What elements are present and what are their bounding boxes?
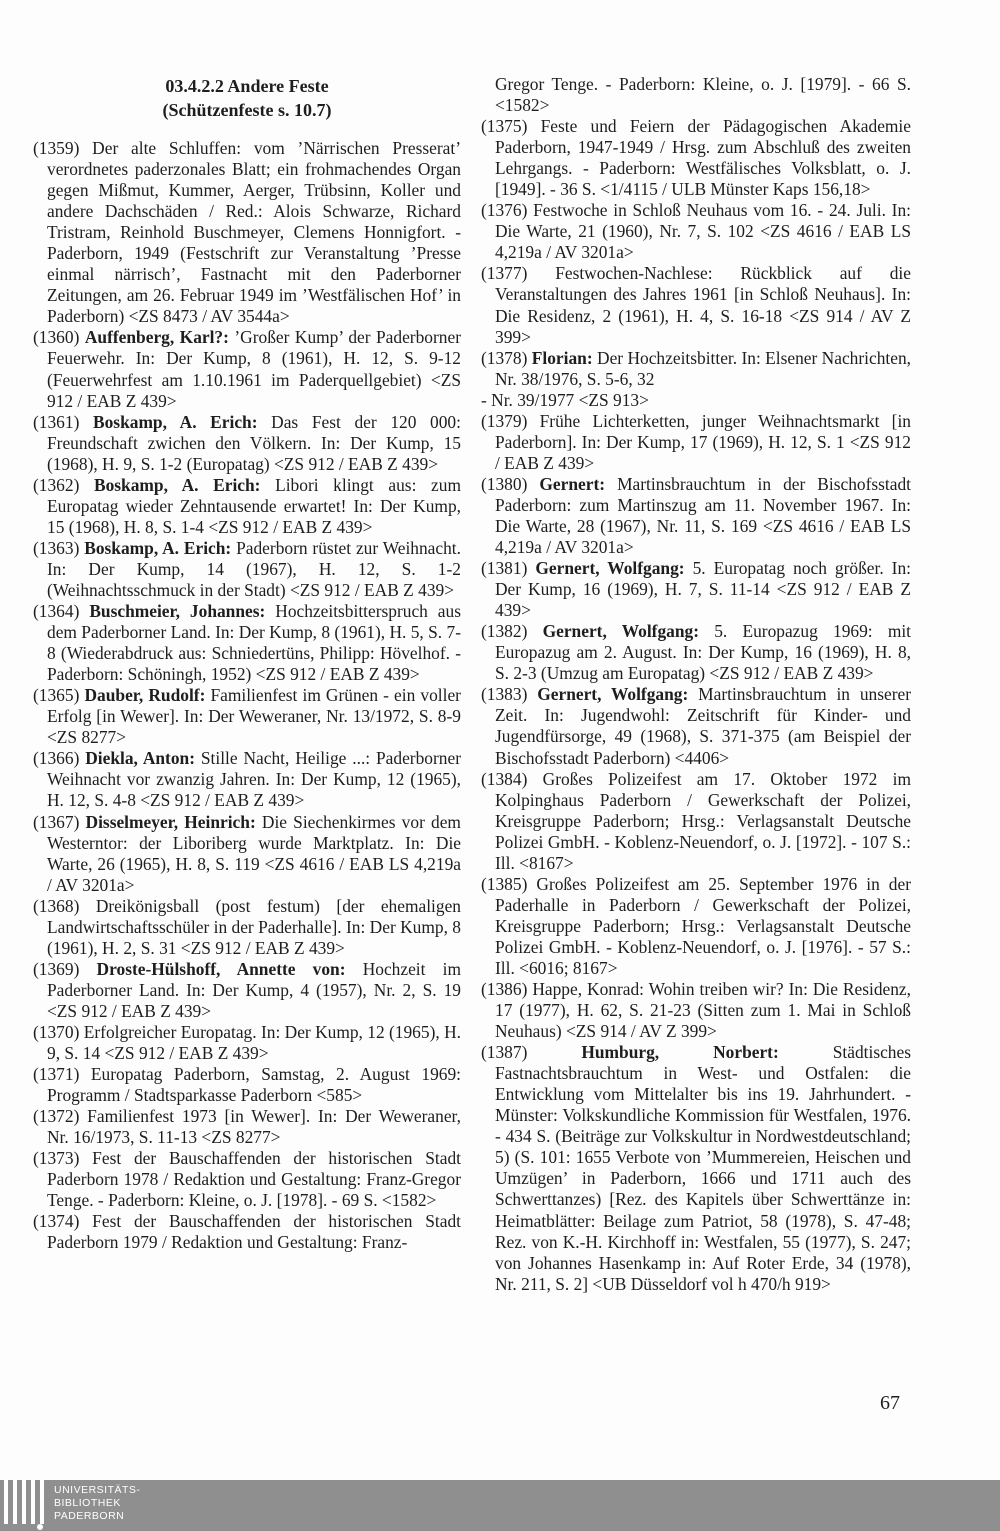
library-logo-icon [0, 1480, 46, 1531]
entry-number: (1374) [33, 1211, 80, 1232]
entry-number: (1362) [33, 474, 80, 495]
entry-text: ’Großer Kump’ der Paderborner Feuerwehr. In: Der Kump, 8 (1961), H. 12, S. 9-12 (Feuerwehrfest am 1.10.1961 im Paderquellgebiet) <ZS 912 / EAB Z 439> [47, 327, 461, 411]
entry-text: Hochzeitsbitterspruch aus dem Paderborner Land. In: Der Kump, 8 (1961), H. 5, S. 7-8 (Wiederabdruck aus: Schniedertüns, Philipp: Hövelhof. - Paderborn: Schöningh, 1952) <ZS 912 / EAB Z 439> [47, 601, 461, 685]
entry-text: Frühe Lichterketten, junger Weihnachtsmarkt [in Paderborn]. In: Der Kump, 17 (1969), H. 12, S. 1 <ZS 912 / EAB Z 439> [495, 410, 911, 473]
entry-author: Dauber, Rudolf: [84, 685, 206, 706]
entry-number: (1370) [33, 1021, 80, 1042]
entry-number: (1368) [33, 895, 80, 916]
bibliography-entry [481, 116, 911, 200]
entry-author: Humburg, Norbert: [581, 1042, 779, 1063]
bibliography-entry [33, 959, 461, 1022]
bibliography-entry [33, 896, 461, 959]
entry-number: (1385) [481, 873, 528, 894]
continued-entry-text: Gregor Tenge. - Paderborn: Kleine, o. J. [1979]. - 66 S. <1582> [495, 74, 911, 116]
bibliography-entry [33, 475, 461, 538]
entry-number: (1360) [33, 327, 80, 348]
bibliography-entry [481, 769, 911, 874]
bibliography-entry [33, 138, 461, 327]
bibliography-entry [481, 390, 911, 411]
entry-text: Nr. 39/1977 <ZS 913> [491, 389, 649, 410]
entry-number: - [481, 389, 487, 410]
heading-subtitle: (Schützenfeste s. 10.7) [162, 100, 332, 120]
entry-number: (1361) [33, 411, 80, 432]
entry-text: Paderborn rüstet zur Weihnacht. In: Der Kump, 14 (1967), H. 12, S. 1-2 (Weihnachtsschmuck in der Stadt) <ZS 912 / EAB Z 439> [47, 537, 461, 600]
entry-number: (1373) [33, 1148, 80, 1169]
bibliography-entry [33, 812, 461, 896]
entry-text: Festwoche in Schloß Neuhaus vom 16. - 24. Juli. In: Die Warte, 21 (1960), Nr. 7, S. 102 <ZS 4616 / EAB LS 4,219a / AV 3201a> [495, 200, 911, 263]
entry-text: Städtisches Fastnachtsbrauchtum in West- und Ostfalen: die Entwicklung vom Mittelalter bis ins 19. Jahrhundert. - Münster: Volkskundliche Kommission für Westfalen, 1976. - 434 S. (Beiträge zur Volkskultur in Nordwestdeutschland; 5) (S. 101: 1655 Verbote von ’Mummereien, Heischen und Umzügen’ in Paderborn, 1666 und 1711 auch des Schwerttanzes) [Rez. des Kapitels über Schwerttänze in: Heimatblätter: Beilage zum Patriot, 58 (1978), S. 47-48; Rez. von K.-H. Kirchhoff in: Westfalen, 55 (1977), S. 247; von Johannes Hasenkamp in: Auf Roter Erde, 34 (1978), Nr. 211, S. 2] <UB Düsseldorf vol h 470/h 919> [495, 1042, 911, 1294]
entry-text: Der alte Schluffen: vom ’Närrischen Presserat’ verordnetes paderzonales Blatt; ein frohmachendes Organ gegen Mißmut, Kummer, Aerger, Trübsinn, Koller und andere Dachschäden / Red.: Alois Schwarze, Richard Tristram, Reinhold Buschmeyer, Clemens Honnigfort. - Paderborn, 1949 (Festschrift zur Veranstaltung ’Presse einmal närrisch’, Fastnacht mit den Paderborner Zeitungen, am 26. Februar 1949 im ’Westfälischen Hof’ in Paderborn) <ZS 8473 / AV 3544a> [47, 138, 461, 327]
heading-title: 03.4.2.2 Andere Feste [165, 76, 329, 96]
entry-text: Stille Nacht, Heilige ...: Paderborner Weihnacht vor zwanzig Jahren. In: Der Kump, 12 (1965), H. 12, S. 4-8 <ZS 912 / EAB Z 439> [47, 748, 461, 811]
bibliography-entry [481, 558, 911, 621]
entry-number: (1375) [481, 116, 528, 137]
entry-number: (1367) [33, 811, 80, 832]
library-logo-text [54, 1484, 140, 1523]
entry-text: Festwochen-Nachlese: Rückblick auf die Veranstaltungen des Jahres 1961 [in Schloß Neuhaus]. In: Die Residenz, 2 (1961), H. 4, S. 16-18 <ZS 914 / AV Z 399> [495, 263, 911, 347]
entry-text: Libori klingt aus: zum Europatag wieder Zehntausende erwartet! In: Der Kump, 15 (1968), H. 8, S. 1-4 <ZS 912 / EAB Z 439> [47, 474, 461, 537]
entry-number: (1365) [33, 685, 80, 706]
entry-number: (1377) [481, 263, 528, 284]
library-name-line2: BIBLIOTHEK [54, 1497, 121, 1509]
bibliography-entry [481, 621, 911, 684]
entry-number: (1363) [33, 537, 80, 558]
entry-number: (1371) [33, 1064, 80, 1085]
entry-author: Auffenberg, Karl?: [84, 327, 229, 348]
bibliography-entry [33, 1148, 461, 1211]
entry-text: Europatag Paderborn, Samstag, 2. August 1969: Programm / Stadtsparkasse Paderborn <585> [47, 1064, 461, 1106]
entry-author: Diekla, Anton: [85, 748, 195, 769]
left-entry-list [33, 138, 461, 1253]
entry-author: Boskamp, A. Erich: [94, 474, 261, 495]
entry-number: (1379) [481, 410, 528, 431]
entry-text: Hochzeit im Paderborner Land. In: Der Kump, 4 (1957), Nr. 2, S. 19 <ZS 912 / EAB Z 439> [47, 958, 461, 1021]
entry-number: (1366) [33, 748, 80, 769]
entry-author: Buschmeier, Johannes: [89, 601, 266, 622]
entry-number: (1372) [33, 1106, 80, 1127]
bibliography-entry [33, 1064, 461, 1106]
bibliography-entry [33, 1211, 461, 1253]
entry-text: 5. Europatag noch größer. In: Der Kump, 16 (1969), H. 7, S. 11-14 <ZS 912 / EAB Z 439> [495, 558, 911, 621]
entry-author: Droste-Hülshoff, Annette von: [96, 958, 346, 979]
entry-author: Florian: [531, 347, 593, 368]
bibliography-entry [481, 348, 911, 390]
entry-author: Disselmeyer, Heinrich: [85, 811, 256, 832]
bibliography-entry [33, 601, 461, 685]
entry-number: (1376) [481, 200, 528, 221]
entry-number: (1384) [481, 768, 528, 789]
bibliography-entry [33, 748, 461, 811]
entry-author: Gernert, Wolfgang: [542, 621, 699, 642]
section-heading [33, 74, 461, 122]
bibliography-entry [33, 685, 461, 748]
bibliography-entry [33, 412, 461, 475]
entry-number: (1381) [481, 558, 528, 579]
entry-number: (1386) [481, 979, 528, 1000]
bibliography-entry [481, 200, 911, 263]
entry-number: (1382) [481, 621, 528, 642]
entry-number: (1359) [33, 138, 80, 158]
entry-author: Gernert, Wolfgang: [535, 558, 685, 579]
entry-author: Boskamp, A. Erich: [93, 411, 258, 432]
entry-text: Großes Polizeifest am 17. Oktober 1972 im Kolpinghaus Paderborn / Gewerkschaft der Polizei, Kreisgruppe Paderborn; Hrsg.: Verlagsanstalt Deutsche Polizei GmbH. - Koblenz-Neuendorf, o. J. [1972]. - 107 S.: Ill. <8167> [495, 768, 911, 873]
entry-text: Fest der Bauschaffenden der historischen Stadt Paderborn 1978 / Redaktion und Gestaltung: Franz-Gregor Tenge. - Paderborn: Kleine, o. J. [1978]. - 69 S. <1582> [47, 1148, 461, 1211]
entry-author: Gernert: [539, 473, 606, 494]
bibliography-entry [33, 1022, 461, 1064]
library-name-line3: PADERBORN [54, 1510, 125, 1522]
bibliography-entry [481, 874, 911, 979]
bibliography-entry [481, 979, 911, 1042]
right-entry-list [481, 116, 911, 1295]
entry-text: Familienfest im Grünen - ein voller Erfolg [in Wewer]. In: Der Weweraner, Nr. 13/1972, S. 8-9 <ZS 8277> [47, 685, 461, 748]
bibliography-entry [33, 538, 461, 601]
entry-text: Das Fest der 120 000: Freundschaft zwichen den Völkern. In: Der Kump, 15 (1968), H. 9, S. 1-2 (Europatag) <ZS 912 / EAB Z 439> [47, 411, 461, 474]
entry-text: Happe, Konrad: Wohin treiben wir? In: Die Residenz, 17 (1977), H. 62, S. 21-23 (Sitten zum 1. Mai in Schloß Neuhaus) <ZS 914 / AV Z 399> [495, 979, 911, 1042]
entry-text: Der Hochzeitsbitter. In: Elsener Nachrichten, Nr. 38/1976, S. 5-6, 32 [495, 347, 912, 389]
entry-number: (1369) [33, 958, 80, 979]
bibliography-entry [481, 263, 911, 347]
library-footer [0, 1480, 1000, 1531]
entry-text: Feste und Feiern der Pädagogischen Akademie Paderborn, 1947-1949 / Hrsg. zum Abschluß des zweiten Lehrgangs. - Paderborn: Westfälisches Volksblatt, o. J. [1949]. - 36 S. <1/4115 / ULB Münster Kaps 156,18> [495, 116, 911, 200]
library-name-line1: UNIVERSITÄTS- [54, 1484, 141, 1496]
bibliography-entry [481, 474, 911, 558]
entry-text: Dreikönigsball (post festum) [der ehemaligen Landwirtschaftsschüler in der Paderhalle]. In: Der Kump, 8 (1961), H. 2, S. 31 <ZS 912 / EAB Z 439> [47, 895, 461, 958]
bibliography-entry [481, 411, 911, 474]
entry-text: Fest der Bauschaffenden der historischen Stadt Paderborn 1979 / Redaktion und Gestaltung: Franz- [47, 1211, 461, 1253]
entry-number: (1364) [33, 601, 80, 622]
left-column [33, 74, 461, 1253]
bibliography-entry [33, 1106, 461, 1148]
entry-author: Boskamp, A. Erich: [84, 537, 232, 558]
entry-text: Martinsbrauchtum in der Bischofsstadt Paderborn: zum Martinszug am 11. November 1967. In: Die Warte, 28 (1967), Nr. 11, S. 169 <ZS 4616 / EAB LS 4,219a / AV 3201a> [495, 473, 911, 558]
entry-number: (1378) [481, 347, 528, 368]
entry-text: 5. Europazug 1969: mit Europazug am 2. August. In: Der Kump, 16 (1969), H. 8, S. 2-3 (Umzug am Europatag) <ZS 912 / EAB Z 439> [495, 621, 912, 684]
bibliography-entry [481, 684, 911, 768]
bibliography-entry [33, 327, 461, 411]
entry-text: Familienfest 1973 [in Wewer]. In: Der Weweraner, Nr. 16/1973, S. 11-13 <ZS 8277> [47, 1106, 461, 1148]
entry-number: (1380) [481, 473, 528, 494]
entry-number: (1383) [481, 684, 528, 705]
bibliography-entry [481, 1042, 911, 1295]
entry-author: Gernert, Wolfgang: [537, 684, 689, 705]
entry-text: Erfolgreicher Europatag. In: Der Kump, 12 (1965), H. 9, S. 14 <ZS 912 / EAB Z 439> [47, 1021, 461, 1064]
entry-number: (1387) [481, 1042, 528, 1063]
entry-text: Großes Polizeifest am 25. September 1976 in der Paderhalle in Paderborn / Gewerkschaft der Polizei, Kreisgruppe Paderborn; Hrsg.: Verlagsanstalt Deutsche Polizei GmbH. - Koblenz-Neuendorf, o. J. [1976]. - 57 S.: Ill. <6016; 8167> [495, 873, 911, 978]
right-column [481, 74, 911, 1295]
entry-text: Martinsbrauchtum in unserer Zeit. In: Jugendwohl: Zeitschrift für Kinder- und Jugendfürsorge, 49 (1968), S. 371-375 (am Beispiel der Bischofsstadt Paderborn) <4406> [495, 684, 912, 768]
entry-text: Die Siechenkirmes vor dem Westerntor: der Liboriberg wurde Marktplatz. In: Die Warte, 26 (1965), H. 8, S. 119 <ZS 4616 / EAB LS 4,219a / AV 3201a> [47, 811, 461, 895]
page-number: 67 [880, 1392, 900, 1414]
